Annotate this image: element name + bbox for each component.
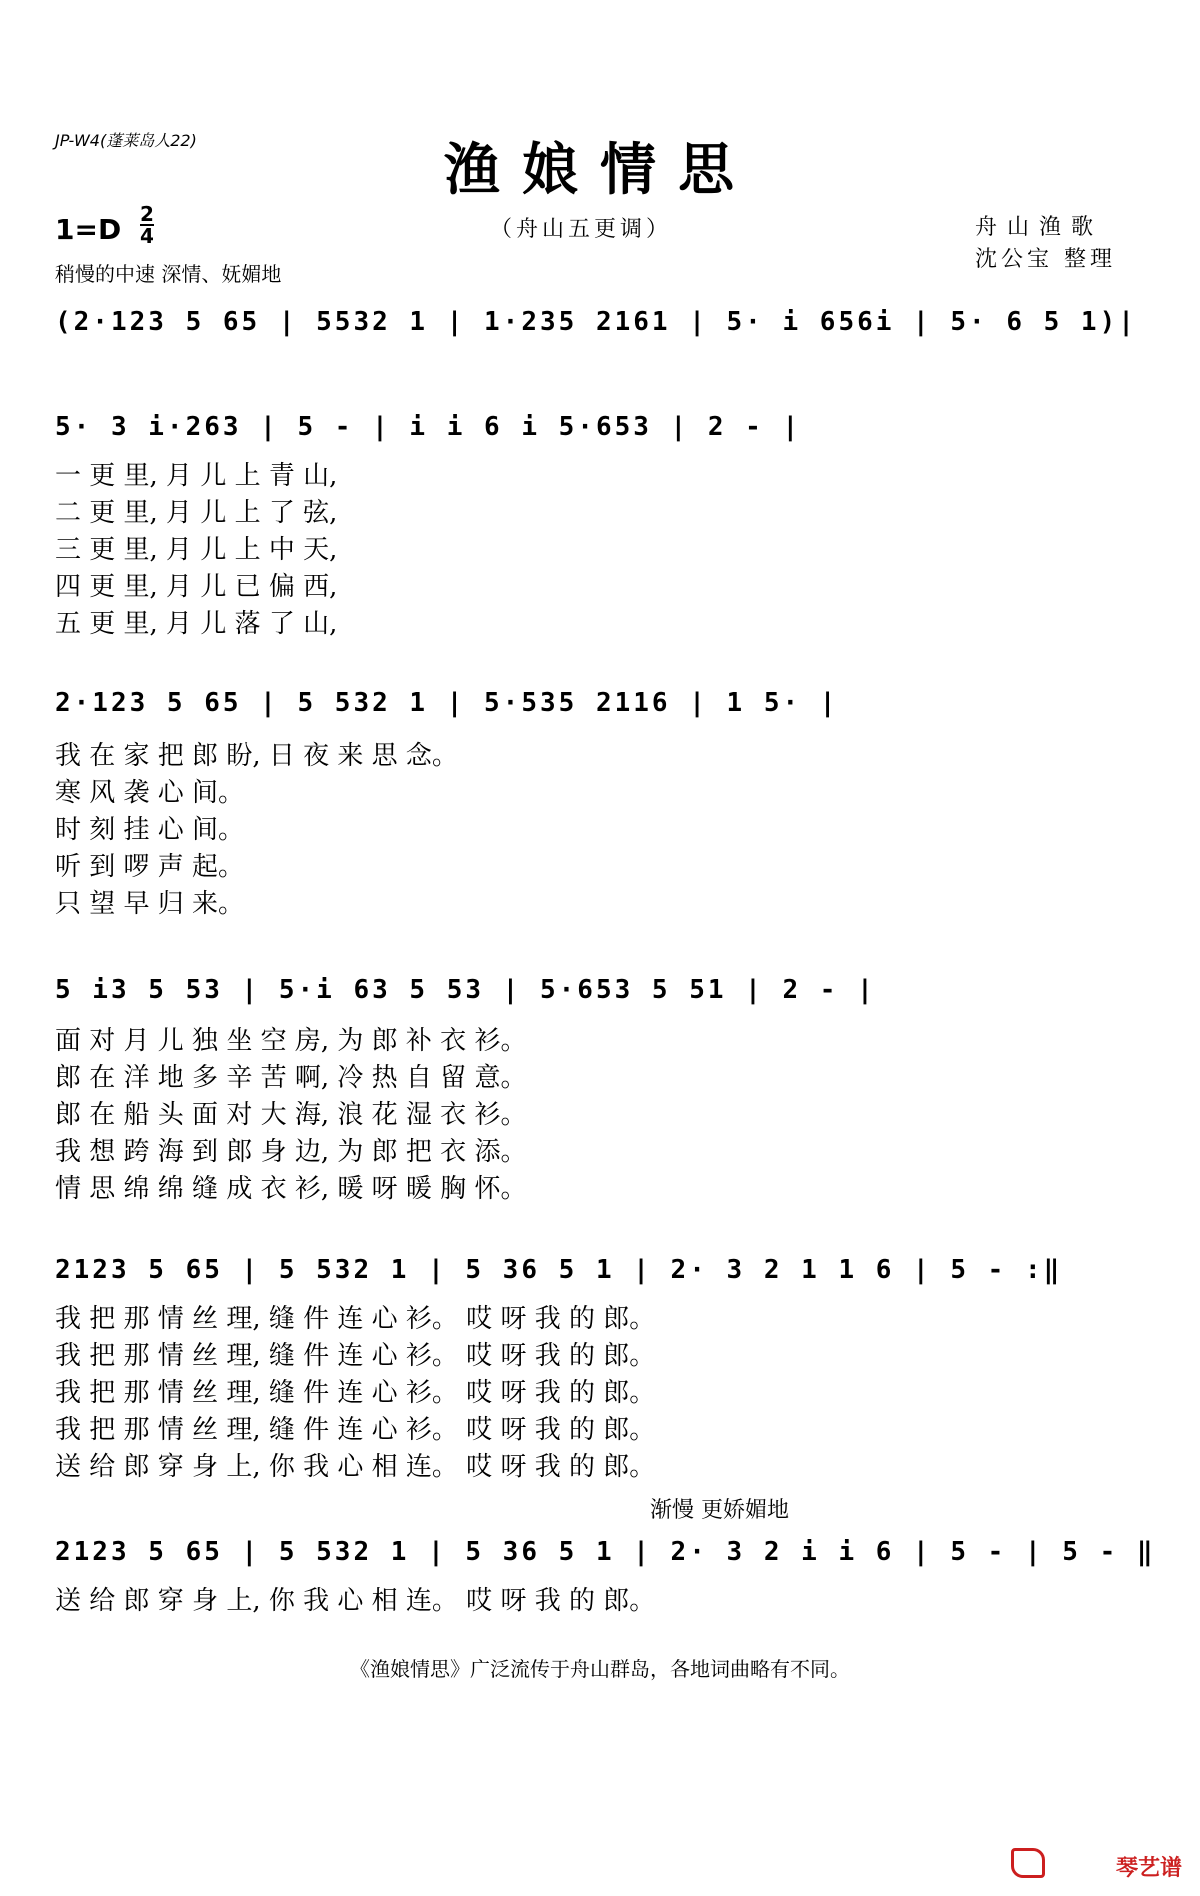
source-label: JP-W4(蓬莱岛人22) bbox=[55, 131, 197, 150]
lyric-line: 时 刻 挂 心 间。 bbox=[55, 815, 245, 845]
lyric-line: 一 更 里, 月 儿 上 青 山, bbox=[55, 461, 338, 491]
lyric-line: 面 对 月 儿 独 坐 空 房, 为 郎 补 衣 衫。 bbox=[55, 1026, 527, 1056]
notation-line: 2123 5 65 | 5 532 1 | 5 36 5 1 | 2· 3 2 1 1 6 | 5 - :‖ bbox=[55, 1255, 1063, 1285]
subtitle: （舟山五更调） bbox=[490, 217, 673, 242]
time-signature bbox=[140, 204, 154, 246]
notation-line: 2·123 5 65 | 5 532 1 | 5·535 2116 | 1 5· | bbox=[55, 688, 839, 718]
composer: 舟山渔歌 bbox=[975, 215, 1104, 240]
lyric-line: 郎 在 洋 地 多 辛 苦 啊, 冷 热 自 留 意。 bbox=[55, 1063, 527, 1093]
lyric-line: 听 到 啰 声 起。 bbox=[55, 852, 245, 882]
lyric-line: 我 想 跨 海 到 郎 身 边, 为 郎 把 衣 添。 bbox=[55, 1137, 527, 1167]
footnote: 《渔娘情思》广泛流传于舟山群岛，各地词曲略有不同。 bbox=[350, 1657, 850, 1681]
logo-icon bbox=[1011, 1848, 1045, 1878]
lyric-line: 只 望 早 归 来。 bbox=[55, 889, 245, 919]
notation-line: (2·123 5 65 | 5532 1 | 1·235 2161 | 5· i 656i | 5· 6 5 1)| bbox=[55, 307, 1137, 337]
expression-marking: 渐慢 更娇媚地 bbox=[650, 1498, 789, 1523]
lyric-line: 情 思 绵 绵 缝 成 衣 衫, 暖 呀 暖 胸 怀。 bbox=[55, 1174, 527, 1204]
notation-line: 5· 3 i·263 | 5 - | i i 6 i 5·653 | 2 - | bbox=[55, 412, 802, 442]
time-signature-top: 2 bbox=[140, 202, 154, 226]
notation-line: 5 i3 5 53 | 5·i 63 5 53 | 5·653 5 51 | 2 - | bbox=[55, 975, 876, 1005]
page-title: 渔娘情思 bbox=[444, 137, 756, 203]
lyric-line: 五 更 里, 月 儿 落 了 山, bbox=[55, 609, 338, 639]
site-logo: 琴艺谱 bbox=[1115, 1856, 1182, 1881]
lyric-line: 送 给 郎 穿 身 上, 你 我 心 相 连。 哎 呀 我 的 郎。 bbox=[55, 1586, 656, 1616]
time-signature-bottom: 4 bbox=[140, 224, 154, 248]
lyric-line: 我 把 那 情 丝 理, 缝 件 连 心 衫。 哎 呀 我 的 郎。 bbox=[55, 1415, 656, 1445]
lyric-line: 四 更 里, 月 儿 已 偏 西, bbox=[55, 572, 338, 602]
lyric-line: 我 把 那 情 丝 理, 缝 件 连 心 衫。 哎 呀 我 的 郎。 bbox=[55, 1304, 656, 1334]
arranger: 沈公宝 整理 bbox=[975, 247, 1116, 272]
lyric-line: 送 给 郎 穿 身 上, 你 我 心 相 连。 哎 呀 我 的 郎。 bbox=[55, 1452, 656, 1482]
lyric-line: 我 把 那 情 丝 理, 缝 件 连 心 衫。 哎 呀 我 的 郎。 bbox=[55, 1341, 656, 1371]
lyric-line: 三 更 里, 月 儿 上 中 天, bbox=[55, 535, 338, 565]
lyric-line: 郎 在 船 头 面 对 大 海, 浪 花 湿 衣 衫。 bbox=[55, 1100, 527, 1130]
lyric-line: 寒 风 袭 心 间。 bbox=[55, 778, 245, 808]
notation-line: 2123 5 65 | 5 532 1 | 5 36 5 1 | 2· 3 2 i i 6 | 5 - | 5 - ‖ bbox=[55, 1537, 1156, 1567]
lyric-line: 我 把 那 情 丝 理, 缝 件 连 心 衫。 哎 呀 我 的 郎。 bbox=[55, 1378, 656, 1408]
lyric-line: 二 更 里, 月 儿 上 了 弦, bbox=[55, 498, 338, 528]
tempo-marking: 稍慢的中速 深情、妩媚地 bbox=[55, 262, 282, 286]
key-signature: 1=D bbox=[55, 213, 122, 246]
lyric-line: 我 在 家 把 郎 盼, 日 夜 来 思 念。 bbox=[55, 741, 458, 771]
